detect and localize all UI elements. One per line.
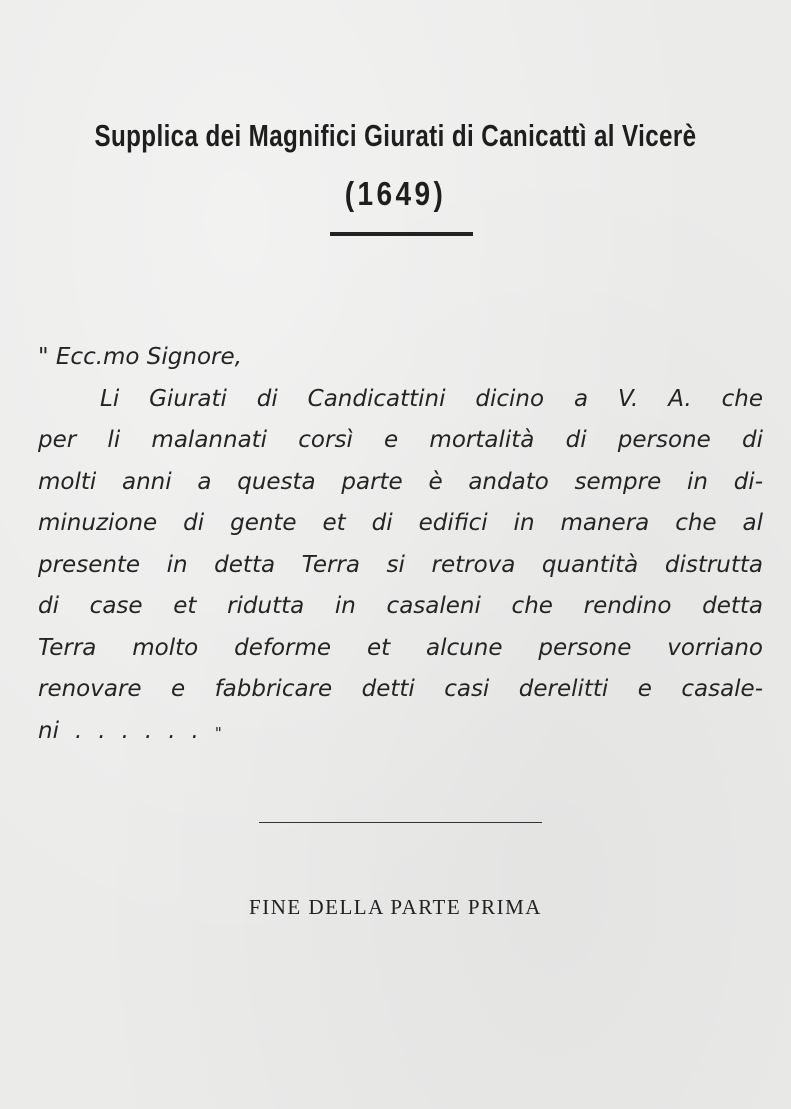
title-underline <box>330 232 473 236</box>
letter-salutation: " Ecc.mo Signore, <box>38 344 242 370</box>
document-year: (1649) <box>344 175 447 212</box>
letter-ellipsis: ...... <box>74 717 215 744</box>
letter-line: per li malannati corsì e mortalità di persone di <box>38 427 763 453</box>
letter-line: presente in detta Terra si retrova quantità distrutta <box>38 551 763 578</box>
section-divider <box>259 822 542 823</box>
letter-closing-quote: " <box>214 723 222 742</box>
document-title: Supplica dei Magnifici Giurati di Canicattì al Vicerè <box>94 118 697 153</box>
letter-last-line <box>38 711 763 755</box>
letter-line: Terra molto deforme et alcune persone vorriano <box>38 634 763 661</box>
letter-line: renovare e fabbricare detti casi derelitti e casale- <box>38 676 763 702</box>
letter-line: minuzione di gente et di edifici in manera che al <box>38 510 763 536</box>
letter-line: molti anni a questa parte è andato sempre in di- <box>38 468 763 495</box>
letter-last-word: ni <box>38 717 59 744</box>
end-of-part-label: FINE DELLA PARTE PRIMA <box>249 895 542 919</box>
letter-line: Li Giurati di Candicattini dicino a V. A. che <box>100 385 763 412</box>
letter-body <box>38 337 763 754</box>
letter-line: di case et ridutta in casaleni che rendino detta <box>38 593 763 619</box>
